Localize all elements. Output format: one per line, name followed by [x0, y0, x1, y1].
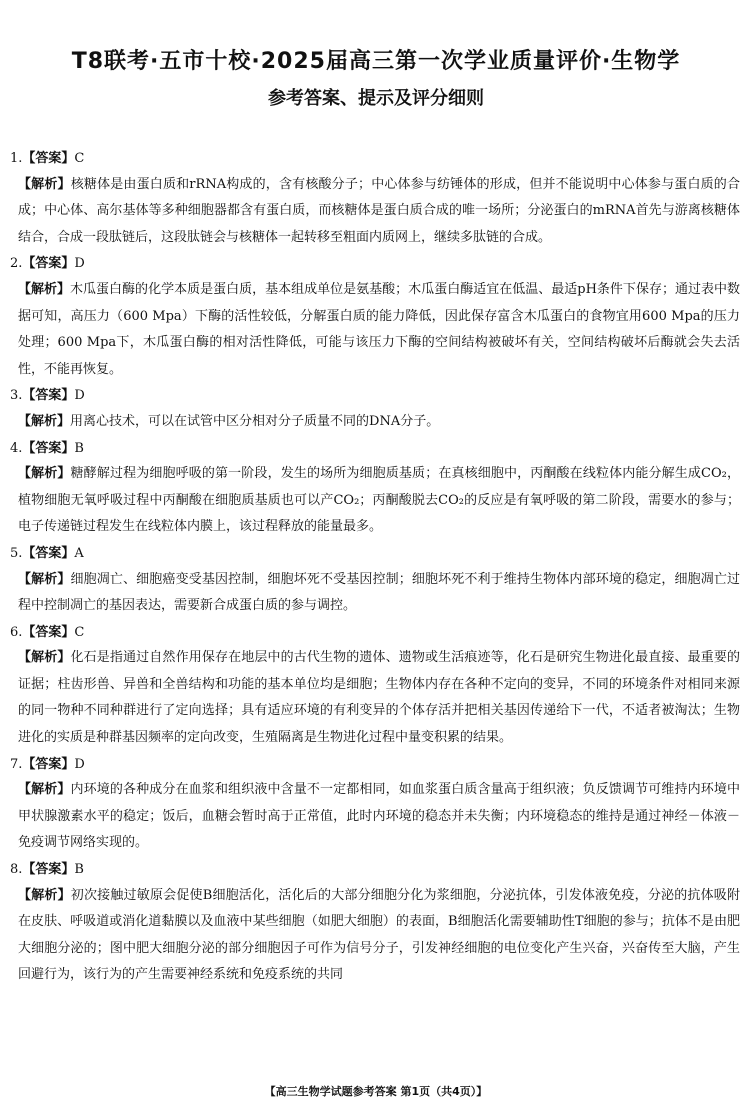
question-block [10, 620, 740, 752]
answer-label: 【答案】 [22, 388, 75, 404]
question-number: 5. [10, 545, 23, 561]
answer-line [10, 752, 740, 778]
analysis-label: 【解析】 [18, 466, 71, 482]
analysis-text: 初次接触过敏原会促使B细胞活化，活化后的大部分细胞分化为浆细胞，分泌抗体，引发体液免疫，分泌的抗体吸附在皮肤、呼吸道或消化道黏膜以及血液中某些细胞（如肥大细胞）的表面，B细胞活化需要辅助性T细胞的参与；抗体不是由肥大细胞分泌的；图中肥大细胞分泌的部分细胞因子可作为信号分子，引发神经细胞的电位变化产生兴奋，兴奋传至大脑，产生回避行为，该行为的产生需要神经系统和免疫系统的共同 [18, 887, 740, 983]
analysis-label: 【解析】 [18, 887, 71, 903]
question-block [10, 251, 740, 383]
answer-label: 【答案】 [22, 440, 75, 456]
question-block [10, 752, 740, 857]
answer-line [10, 436, 740, 462]
answer-choice: A [74, 545, 84, 561]
answer-line [10, 857, 740, 883]
question-block [10, 383, 740, 435]
analysis-label: 【解析】 [18, 281, 71, 297]
question-number: 4. [10, 440, 23, 456]
document-title: T8联考·五市十校·2025届高三第一次学业质量评价·生物学 [71, 49, 681, 74]
question-block [10, 146, 740, 251]
analysis-paragraph [10, 277, 740, 383]
answer-line [10, 541, 740, 567]
question-number: 7. [10, 756, 23, 772]
page-footer: 【高三生物学试题参考答案 第1页（共4页）】 [264, 1085, 488, 1098]
analysis-paragraph [10, 409, 740, 436]
answer-choice: B [74, 440, 84, 456]
question-number: 2. [10, 256, 23, 272]
answer-line [10, 146, 740, 172]
answer-label: 【答案】 [22, 151, 75, 166]
answer-label: 【答案】 [22, 862, 75, 878]
answer-choice: D [74, 388, 85, 404]
question-block [10, 857, 740, 989]
document-subtitle: 参考答案、提示及评分细则 [268, 88, 484, 109]
analysis-label: 【解析】 [18, 571, 71, 587]
answer-line [10, 251, 740, 277]
analysis-paragraph [10, 645, 740, 751]
answer-line [10, 620, 740, 646]
analysis-text: 化石是指通过自然作用保存在地层中的古代生物的遗体、遗物或生活痕迹等，化石是研究生物进化最直接、最重要的证据；柱齿形兽、异兽和全兽结构和功能的基本单位均是细胞；生物体内存在各种不定向的变异，不同的环境条件对相同来源的同一物种不同种群进行了定向选择；具有适应环境的有利变异的个体存活并把相关基因传递给下一代，不适者被淘汰；生物进化的实质是种群基因频率的定向改变，生殖隔离是生物进化过程中量变积累的结果。 [18, 650, 740, 746]
question-number: 6. [10, 624, 23, 640]
analysis-text: 用离心技术，可以在试管中区分相对分子质量不同的DNA分子。 [70, 413, 440, 429]
analysis-paragraph [10, 461, 740, 541]
analysis-paragraph [10, 883, 740, 989]
analysis-text: 内环境的各种成分在血浆和组织液中含量不一定都相同，如血浆蛋白质含量高于组织液；负反馈调节可维持内环境中甲状腺激素水平的稳定；饭后，血糖会暂时高于正常值，此时内环境的稳态并未失衡；内环境稳态的维持是通过神经－体液－免疫调节网络实现的。 [18, 782, 740, 851]
analysis-label: 【解析】 [18, 782, 71, 798]
analysis-label: 【解析】 [18, 413, 71, 429]
answer-choice: C [74, 151, 85, 166]
analysis-text: 糖酵解过程为细胞呼吸的第一阶段，发生的场所为细胞质基质；在真核细胞中，丙酮酸在线粒体内能分解生成CO₂，植物细胞无氧呼吸过程中丙酮酸在细胞质基质也可以产CO₂；丙酮酸脱去CO₂的反应是有氧呼吸的第二阶段，需要水的参与；电子传递链过程发生在线粒体内膜上，该过程释放的能量最多。 [18, 466, 740, 535]
analysis-label: 【解析】 [18, 650, 71, 666]
analysis-text: 核糖体是由蛋白质和rRNA构成的，含有核酸分子；中心体参与纺锤体的形成，但并不能说明中心体参与蛋白质的合成；中心体、高尔基体等多种细胞器都含有蛋白质，而核糖体是蛋白质合成的唯一场所；分泌蛋白的mRNA首先与游离核糖体结合，合成一段肽链后，这段肽链会与核糖体一起转移至粗面内质网上，继续多肽链的合成。 [18, 176, 740, 245]
analysis-paragraph [10, 567, 740, 620]
question-block [10, 541, 740, 620]
analysis-label: 【解析】 [18, 176, 71, 192]
answer-label: 【答案】 [22, 545, 75, 561]
answer-line [10, 383, 740, 409]
answer-choice: C [74, 624, 85, 640]
question-number: 1. [10, 151, 23, 166]
answer-label: 【答案】 [22, 624, 75, 640]
answer-label: 【答案】 [22, 756, 75, 772]
analysis-text: 木瓜蛋白酶的化学本质是蛋白质，基本组成单位是氨基酸；木瓜蛋白酶适宜在低温、最适pH条件下保存；通过表中数据可知，高压力（600 Mpa）下酶的活性较低，分解蛋白质的能力降低，因此保存富含木瓜蛋白的食物宜用600 Mpa的压力处理；600 Mpa下，木瓜蛋白酶的相对活性降低，可能与该压力下酶的空间结构被破坏有关，空间结构破坏后酶就会失去活性，不能再恢复。 [18, 281, 740, 377]
question-number: 8. [10, 862, 23, 878]
answer-label: 【答案】 [22, 256, 75, 272]
questions-list [10, 146, 740, 989]
analysis-text: 细胞凋亡、细胞癌变受基因控制，细胞坏死不受基因控制；细胞坏死不利于维持生物体内部环境的稳定，细胞凋亡过程中控制凋亡的基因表达，需要新合成蛋白质的参与调控。 [18, 571, 740, 614]
answer-choice: D [74, 256, 85, 272]
answer-choice: B [74, 862, 84, 878]
analysis-paragraph [10, 172, 740, 252]
answer-choice: D [74, 756, 85, 772]
question-number: 3. [10, 388, 23, 404]
question-block [10, 436, 740, 541]
analysis-paragraph [10, 777, 740, 857]
